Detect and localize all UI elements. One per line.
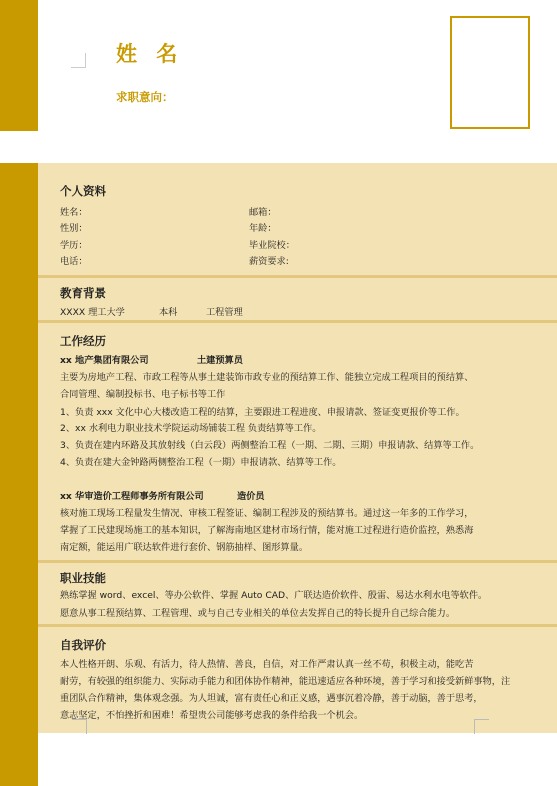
job1-desc-line[interactable]: 2、xx 水利电力职业技术学院运动场铺装工程 负责结算等工作。: [60, 423, 322, 434]
self-eval-section: [38, 627, 557, 733]
job1-company[interactable]: xx 地产集团有限公司: [60, 355, 149, 366]
field-salary[interactable]: 薪资要求:: [249, 256, 289, 267]
section-title: 教育背景: [60, 286, 106, 300]
top-accent-bar: [0, 0, 38, 131]
photo-placeholder[interactable]: [450, 16, 530, 129]
job1-position[interactable]: 土建预算员: [197, 355, 243, 366]
job1-desc-line[interactable]: 4、负责在建大金钟路两侧整治工程（一期）申报请款、结算等工作。: [60, 457, 342, 468]
crop-mark: [71, 53, 86, 68]
section-title: 个人资料: [60, 184, 106, 198]
job2-desc-line[interactable]: 南定额，能运用广联达软件进行套价、钢筋抽样、图形算量。: [60, 542, 309, 553]
field-email[interactable]: 邮箱：: [249, 207, 277, 218]
field-gender[interactable]: 性别：: [60, 223, 88, 234]
job2-desc-line[interactable]: 核对施工现场工程量发生情况、审核工程签证、编制工程涉及的预结算书。通过这一年多的工作学习，: [60, 508, 474, 519]
skills-line[interactable]: 熟练掌握 word、excel、等办公软件、掌握 Auto CAD、广联达造价软件、殷雷、易达水利水电等软件。: [60, 590, 488, 601]
section-title: 自我评价: [60, 638, 106, 652]
self-eval-line[interactable]: 耐劳，有较强的组织能力、实际动手能力和团体协作精神，能迅速适应各种环境，善于学习和接受新鲜事物，注: [60, 676, 511, 687]
resume-name[interactable]: 姓 名: [116, 42, 184, 66]
job2-desc-line[interactable]: 掌握了工民建现场施工的基本知识，了解海南地区建材市场行情，能对施工过程进行造价监控，熟悉海: [60, 525, 474, 536]
job1-desc-line[interactable]: 合同管理、编制投标书、电子标书等工作: [60, 389, 226, 400]
education-school[interactable]: XXXX 理工大学: [60, 307, 125, 318]
education-degree[interactable]: 本科: [159, 307, 178, 318]
job-objective-label[interactable]: 求职意向：: [116, 90, 174, 104]
field-age[interactable]: 年龄：: [249, 223, 277, 234]
field-school[interactable]: 毕业院校：: [249, 240, 295, 251]
field-education[interactable]: 学历：: [60, 240, 88, 251]
education-major[interactable]: 工程管理: [206, 307, 243, 318]
job1-desc-line[interactable]: 3、负责在建内环路及其放射线（白云段）两侧整治工程（一期、二期、三期）申报请款、结算等工作。: [60, 440, 480, 451]
job1-desc-line[interactable]: 1、负责 xxx 文化中心大楼改造工程的结算，主要跟进工程进度、申报请款、签证变更报价等工作。: [60, 407, 465, 418]
personal-info-section: [38, 163, 557, 276]
skills-line[interactable]: 愿意从事工程预结算、工程管理、或与自己专业相关的单位去发挥自己的特长提升自己综合能力。: [60, 608, 456, 619]
left-accent-bar: [0, 163, 38, 786]
section-title: 职业技能: [60, 571, 106, 585]
education-section: [38, 278, 557, 320]
self-eval-line[interactable]: 重团队合作精神，集体观念强。为人坦诚，富有责任心和正义感，遇事沉着冷静，善于动脑，善于思考，: [60, 693, 483, 704]
section-title: 工作经历: [60, 334, 106, 348]
job2-company[interactable]: xx 华审造价工程师事务所有限公司: [60, 491, 204, 502]
self-eval-line[interactable]: 意志坚定，不怕挫折和困难！希望贵公司能够考虑我的条件给我一个机会。: [60, 710, 364, 721]
job2-position[interactable]: 造价员: [237, 491, 265, 502]
job1-desc-line[interactable]: 主要为房地产工程、市政工程等从事土建装饰市政专业的预结算工作、能独立完成工程项目的预结算、: [60, 372, 474, 383]
work-section: [38, 323, 557, 560]
field-phone[interactable]: 电话：: [60, 256, 88, 267]
skills-section: [38, 563, 557, 624]
field-name[interactable]: 姓名：: [60, 207, 88, 218]
self-eval-line[interactable]: 本人性格开朗、乐观、有活力，待人热情、善良，自信，对工作严肃认真一丝不苟，积极主动，能吃苦: [60, 659, 474, 670]
